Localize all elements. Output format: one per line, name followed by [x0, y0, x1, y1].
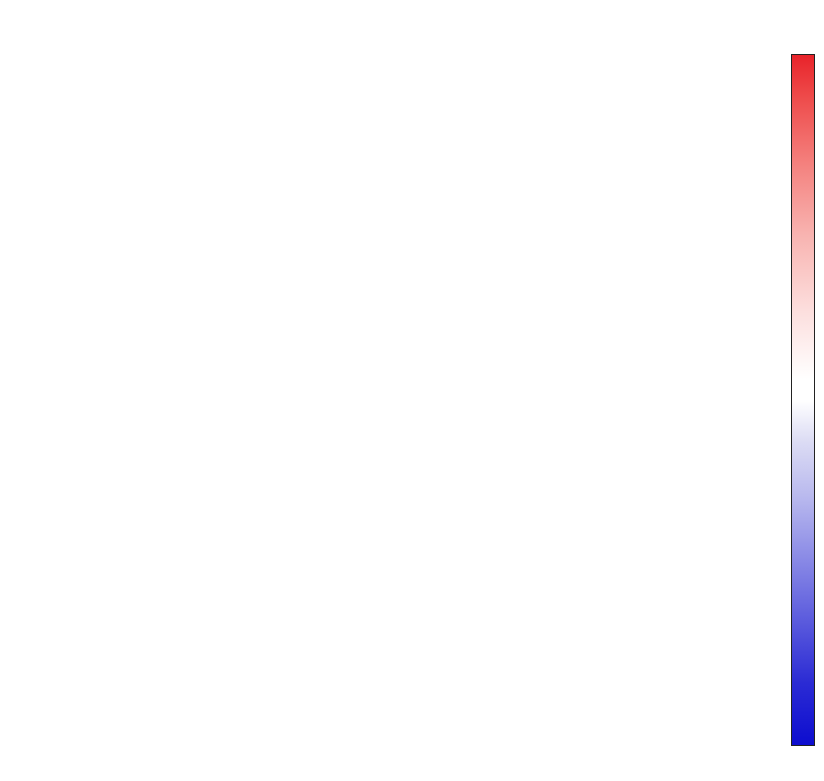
heatmap-table — [0, 0, 85, 28]
column-header-row — [0, 0, 85, 28]
colorbar-labels — [766, 44, 790, 754]
heatmap-matrix — [0, 0, 85, 28]
colorbar — [791, 54, 815, 746]
corner-cell — [0, 0, 85, 28]
